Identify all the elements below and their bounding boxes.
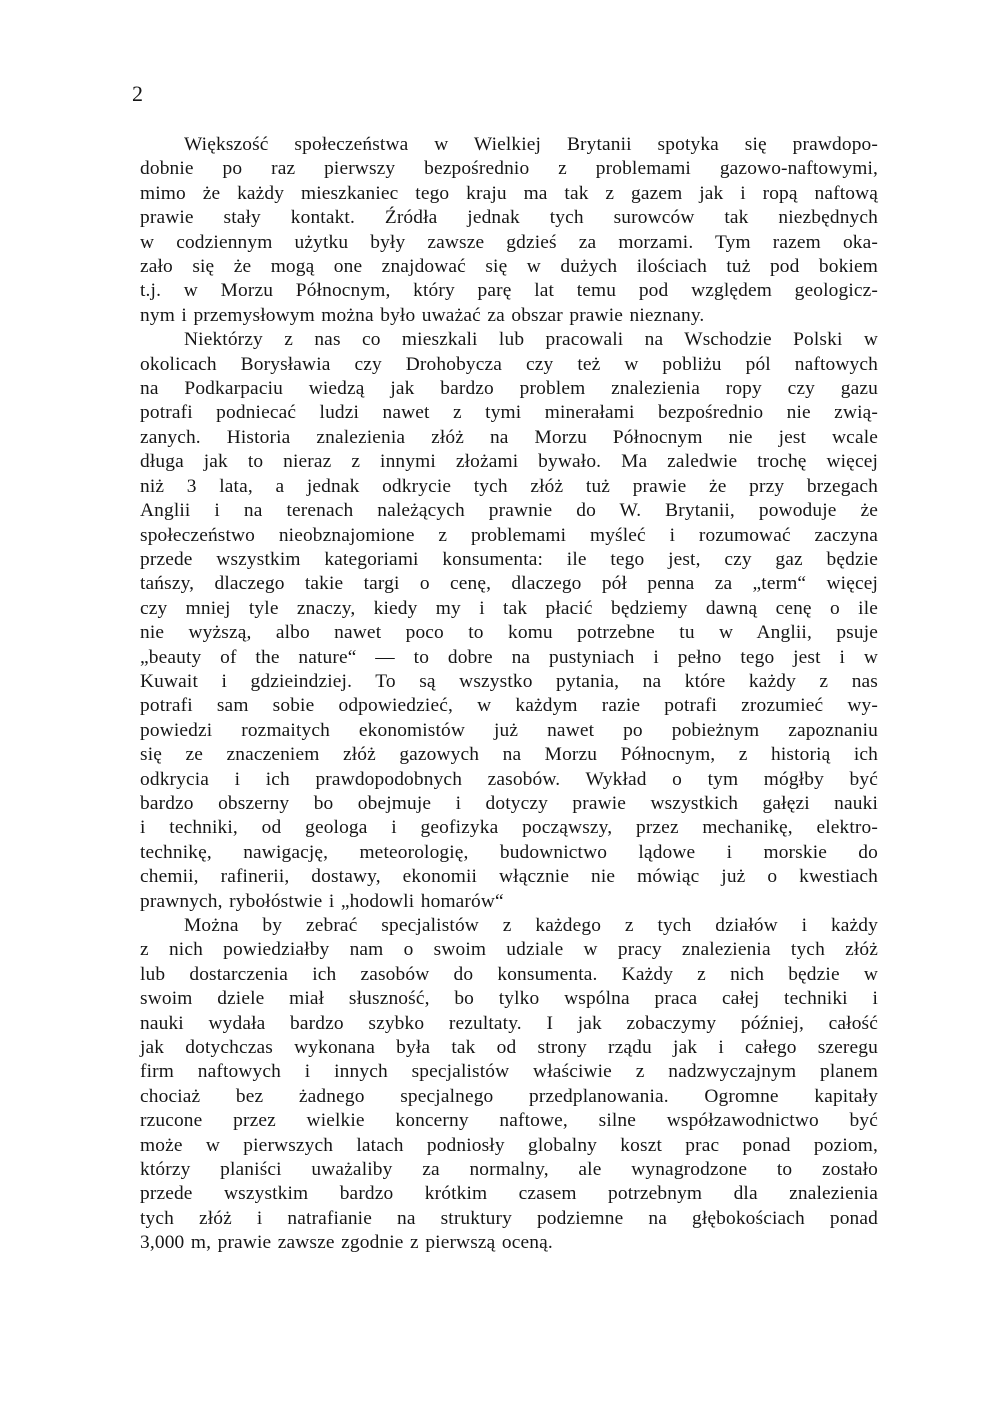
text-line: zało się że mogą one znajdować się w dużych ilościach tuż pod bokiem	[140, 256, 878, 278]
text-line: Można by zebrać specjalistów z każdego z tych działów i każdy	[184, 915, 878, 936]
text-line: na Podkarpaciu wiedzą jak bardzo problem znalezienia ropy czy gazu	[140, 378, 878, 400]
text-line: społeczeństwo nieobznajomione z problemami myśleć i rozumować zaczyna	[140, 524, 878, 546]
text-line: Anglii i na terenach należących prawnie do W. Brytanii, powoduje że	[140, 500, 878, 522]
text-line: dobnie po raz pierwszy bezpośrednio z problemami gazowo-naftowymi,	[140, 158, 878, 180]
text-line: zanych. Historia znalezienia złóż na Morzu Północnym nie jest wcale	[140, 426, 878, 448]
text-line: firm naftowych i innych specjalistów właściwie z nadzwyczajnym planem	[140, 1061, 878, 1083]
text-line: nauki wydała bardzo szybko rezultaty. I jak zobaczymy później, całość	[140, 1012, 878, 1034]
text-line: potrafi sam sobie odpowiedzieć, w każdym razie potrafi zrozumieć wy-	[140, 695, 878, 717]
text-line: Kuwait i gdzieindziej. To są wszystko pytania, na które każdy z nas	[140, 670, 878, 692]
paragraph	[140, 914, 878, 1256]
page-number: 2	[132, 81, 144, 106]
text-line: tych złóż i natrafianie na struktury podziemne na głębokościach ponad	[140, 1207, 878, 1229]
text-line: chociaż bez żadnego specjalnego przedplanowania. Ogromne kapitały	[140, 1085, 878, 1107]
text-line: mimo że każdy mieszkaniec tego kraju ma tak z gazem jak i ropą naftową	[140, 182, 878, 204]
text-line: technikę, nawigację, meteorologię, budownictwo lądowe i morskie do	[140, 841, 878, 863]
text-line: niż 3 lata, a jednak odkrycie tych złóż tuż prawie że przy brzegach	[140, 475, 878, 497]
text-line: rzucone przez wielkie koncerny naftowe, silne współzawodnictwo być	[140, 1110, 878, 1132]
body-text	[140, 133, 878, 1256]
text-line: bardzo obszerny bo obejmuje i dotyczy prawie wszystkich gałęzi nauki	[140, 792, 878, 814]
text-line: z nich powiedziałby nam o swoim udziale w pracy znalezienia tych złóż	[140, 939, 878, 961]
text-line: 3,000 m, prawie zawsze zgodnie z pierwszą oceną.	[140, 1232, 553, 1254]
text-line: długa jak to nieraz z innymi złożami bywało. Ma zaledwie trochę więcej	[140, 451, 878, 473]
text-line: którzy planiści uważaliby za normalny, ale wynagrodzone to zostało	[140, 1159, 878, 1181]
text-line: i techniki, od geologa i geofizyka począwszy, przez mechanikę, elektro-	[140, 817, 878, 839]
text-line: „beauty of the nature“ — to dobre na pustyniach i pełno tego jest i w	[140, 646, 878, 668]
text-line: chemii, rafinerii, dostawy, ekonomii włącznie nie mówiąc już o kwestiach	[140, 866, 878, 888]
text-line: swoim dziele miał słuszność, bo tylko wspólna praca całej techniki i	[140, 988, 878, 1010]
text-line: prawie stały kontakt. Źródła jednak tych surowców tak niezbędnych	[140, 207, 878, 229]
text-line: nym i przemysłowym można było uważać za obszar prawie nieznany.	[140, 304, 705, 326]
paragraph	[140, 133, 878, 328]
text-line: potrafi podniecać ludzi nawet z tymi minerałami bezpośrednio nie zwią-	[140, 402, 878, 424]
text-line: Większość społeczeństwa w Wielkiej Brytanii spotyka się prawdopo-	[184, 134, 878, 155]
text-line: t.j. w Morzu Północnym, który parę lat temu pod względem geologicz-	[140, 280, 878, 302]
text-line: odkrycia i ich prawdopodobnych zasobów. Wykład o tym mógłby być	[140, 768, 878, 790]
text-line: czy mniej tyle znaczy, kiedy my i tak płacić będziemy dawną cenę o ile	[140, 597, 878, 619]
text-line: prawnych, rybołóstwie i „hodowli homarów“	[140, 890, 504, 912]
text-line: powiedzi rozmaitych ekonomistów już nawet po pobieżnym zapoznaniu	[140, 719, 878, 741]
text-line: okolicach Borysławia czy Drohobycza czy też w pobliżu pól naftowych	[140, 353, 878, 375]
text-line: Niektórzy z nas co mieszkali lub pracowali na Wschodzie Polski w	[184, 329, 878, 351]
text-line: lub dostarczenia ich zasobów do konsumenta. Każdy z nich będzie w	[140, 963, 878, 985]
text-line: przede wszystkim bardzo krótkim czasem potrzebnym dla znalezienia	[140, 1183, 878, 1205]
text-line: w codziennym użytku były zawsze gdzieś za morzami. Tym razem oka-	[140, 231, 878, 253]
text-line: się ze znaczeniem złóż gazowych na Morzu Północnym, z historią ich	[140, 744, 878, 766]
text-line: przede wszystkim kategoriami konsumenta: ile tego jest, czy gaz będzie	[140, 548, 878, 570]
text-line: może w pierwszych latach podniosły globalny koszt prac ponad poziom,	[140, 1134, 878, 1156]
text-line: jak dotychczas wykonana była tak od strony rządu jak i całego szeregu	[140, 1037, 878, 1059]
paragraph	[140, 328, 878, 914]
text-line: tańszy, dlaczego takie targi o cenę, dlaczego pół penna za „term“ więcej	[140, 573, 878, 595]
text-line: nie wyższą, albo nawet poco to komu potrzebne tu w Anglii, psuje	[140, 622, 878, 644]
